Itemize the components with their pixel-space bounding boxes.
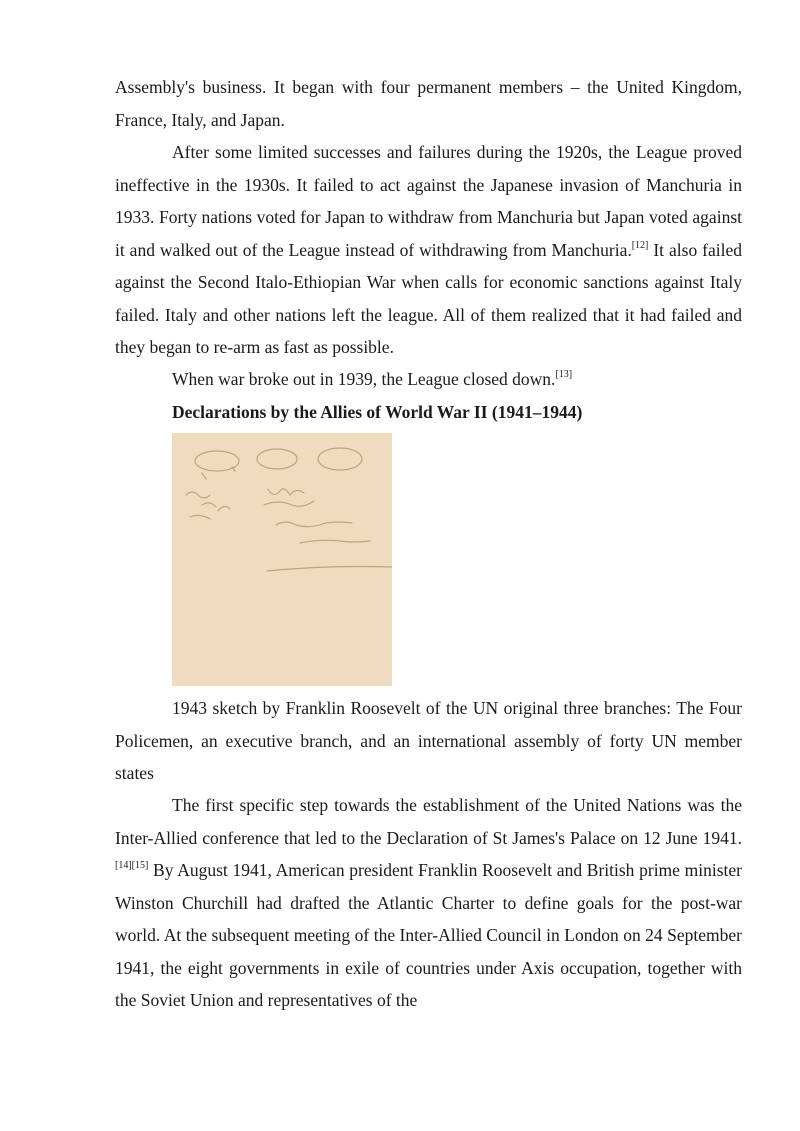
- paragraph-league-closed: [115, 363, 742, 396]
- figure-caption: [115, 692, 742, 790]
- paragraph-text: Assembly's business. It began with four permanent members – the United Kingdom, France, Italy, and Japan.: [115, 77, 742, 130]
- paragraph-league-members: [115, 71, 742, 136]
- paragraph-text: When war broke out in 1939, the League closed down.: [172, 369, 556, 389]
- paragraph-text: The first specific step towards the establishment of the United Nations was the Inter-Allied conference that led to the Declaration of St James's Palace on 12 June 1941.: [115, 795, 742, 848]
- section-heading: Declarations by the Allies of World War II (1941–1944): [172, 402, 583, 422]
- footnote-ref-14[interactable]: [14]: [115, 860, 132, 872]
- footnote-ref-13[interactable]: [13]: [555, 369, 573, 381]
- paragraph-text: After some limited successes and failures during the 1920s, the League proved ineffective in the 1930s. It failed to act against the Japanese invasion of Manchuria in 1933. Forty nations voted for Japan to withdraw from Manchuria but Japan voted against it and walked out of the League instead of withdrawing from Manchuria.: [115, 142, 742, 260]
- footnote-ref-15[interactable]: [15]: [131, 860, 149, 872]
- roosevelt-sketch-image: [172, 433, 392, 686]
- paragraph-text: By August 1941, American president Franklin Roosevelt and British prime minister Winston Churchill had drafted the Atlantic Charter to define goals for the post-war world. At the subsequent meeting of the Inter-Allied Council in London on 24 September 1941, the eight governments in exile of countries under Axis occupation, together with the Soviet Union and representatives of the: [115, 860, 742, 1010]
- footnote-ref-12[interactable]: [12]: [631, 239, 649, 251]
- sketch-drawing: [172, 433, 392, 686]
- caption-text: 1943 sketch by Franklin Roosevelt of the UN original three branches: The Four Policemen, an executive branch, and an international assembly of forty UN member states: [115, 698, 742, 783]
- paragraph-league-failures: [115, 136, 742, 364]
- paragraph-un-establishment: [115, 789, 742, 1017]
- paragraph-text: It also failed against the Second Italo-Ethiopian War when calls for economic sanctions against Italy failed. Italy and other nations left the league. All of them realized that it had failed and they began to re-arm as fast as possible.: [115, 239, 742, 357]
